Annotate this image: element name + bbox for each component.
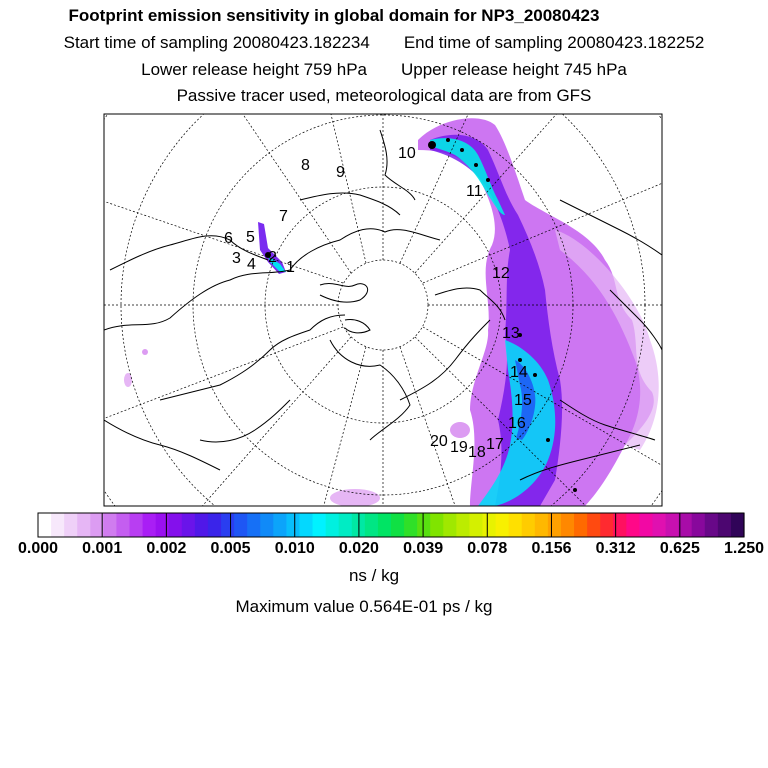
- colorbar-tick-label: 0.002: [146, 540, 187, 557]
- colorbar-cell: [666, 513, 680, 537]
- trajectory-label: 4: [247, 256, 256, 273]
- colorbar-cell: [64, 513, 78, 537]
- colorbar-tick-label: 0.001: [82, 540, 123, 557]
- tracer-note: Passive tracer used, meteorological data are from GFS: [176, 86, 592, 105]
- colorbar-cell: [430, 513, 444, 537]
- patch-a: [124, 373, 132, 387]
- colorbar-cell: [378, 513, 392, 537]
- colorbar-cell: [286, 513, 300, 537]
- colorbar-cell: [731, 513, 745, 537]
- colorbar-cell: [326, 513, 340, 537]
- colorbar-cell: [692, 513, 706, 537]
- trajectory-label: 13: [502, 325, 520, 342]
- colorbar-tick-label: 0.020: [338, 540, 379, 557]
- colorbar-cell: [587, 513, 601, 537]
- colorbar-cell: [509, 513, 523, 537]
- colorbar-cell: [130, 513, 144, 537]
- trajectory-label: 19: [450, 439, 468, 456]
- colorbar-cell: [169, 513, 183, 537]
- colorbar-cell: [483, 513, 497, 537]
- colorbar-cell: [365, 513, 379, 537]
- colorbar-cell: [143, 513, 157, 537]
- chart-title: Footprint emission sensitivity in global domain for NP3_20080423: [68, 6, 600, 25]
- colorbar-cell: [195, 513, 209, 537]
- colorbar-tick-label: 0.312: [595, 540, 636, 557]
- trajectory-label: 8: [301, 157, 310, 174]
- colorbar-tick-label: 0.156: [531, 540, 572, 557]
- trajectory-label: 16: [508, 415, 526, 432]
- colorbar-cell: [561, 513, 575, 537]
- trajectory-label: 11: [466, 183, 483, 200]
- colorbar-cell: [221, 513, 235, 537]
- trajectory-label: 18: [468, 444, 486, 461]
- colorbar-cell: [639, 513, 653, 537]
- colorbar-cell: [443, 513, 457, 537]
- colorbar-cell: [299, 513, 313, 537]
- colorbar-cell: [273, 513, 287, 537]
- colorbar-cell: [51, 513, 65, 537]
- trajectory-label: 5: [246, 229, 255, 246]
- trajectory-label: 3: [232, 250, 241, 267]
- colorbar-cell: [417, 513, 431, 537]
- colorbar-cell: [339, 513, 353, 537]
- colorbar-tick-label: 0.000: [18, 540, 59, 557]
- colorbar-cell: [404, 513, 418, 537]
- trajectory-label: 2: [268, 249, 277, 266]
- colorbar-cell: [535, 513, 549, 537]
- start-time-label: Start time of sampling 20080423.182234: [63, 33, 370, 52]
- colorbar-cell: [679, 513, 693, 537]
- trajectory-label: 1: [286, 259, 295, 276]
- colorbar: [0, 508, 768, 542]
- trajectory-label: 9: [336, 164, 345, 181]
- colorbar-cell: [600, 513, 614, 537]
- colorbar-cell: [116, 513, 130, 537]
- trajectory-label: 6: [224, 230, 233, 247]
- colorbar-cell: [208, 513, 222, 537]
- colorbar-cell: [77, 513, 91, 537]
- patch-d: [142, 349, 148, 355]
- lower-height-label: Lower release height 759 hPa: [141, 60, 367, 79]
- colorbar-cell: [182, 513, 196, 537]
- colorbar-cell: [313, 513, 327, 537]
- colorbar-cell: [247, 513, 261, 537]
- colorbar-cell: [548, 513, 562, 537]
- trajectory-label: 20: [430, 433, 448, 450]
- colorbar-tick-label: 0.039: [403, 540, 444, 557]
- colorbar-tick-label: 0.010: [274, 540, 315, 557]
- colorbar-cell: [522, 513, 536, 537]
- colorbar-cell: [652, 513, 666, 537]
- colorbar-cell: [705, 513, 719, 537]
- trajectory-label: 10: [398, 145, 416, 162]
- patch-b: [330, 489, 380, 507]
- colorbar-cell: [391, 513, 405, 537]
- colorbar-cell: [156, 513, 170, 537]
- patch-c: [450, 422, 470, 438]
- trajectory-label: 17: [486, 436, 504, 453]
- colorbar-cell: [260, 513, 274, 537]
- colorbar-tick-label: 0.625: [659, 540, 700, 557]
- colorbar-cell: [496, 513, 510, 537]
- trajectory-label: 12: [492, 265, 510, 282]
- maximum-value: Maximum value 0.564E-01 ps / kg: [235, 597, 493, 616]
- colorbar-cell: [38, 513, 52, 537]
- upper-height-label: Upper release height 745 hPa: [401, 60, 627, 79]
- colorbar-cell: [103, 513, 117, 537]
- trajectory-label: 14: [510, 364, 528, 381]
- colorbar-cell: [234, 513, 248, 537]
- colorbar-unit: ns / kg: [348, 566, 400, 585]
- colorbar-cell: [574, 513, 588, 537]
- colorbar-cell: [456, 513, 470, 537]
- colorbar-tick-label: 0.078: [467, 540, 508, 557]
- colorbar-cell: [718, 513, 732, 537]
- trajectory-label: 15: [514, 392, 532, 409]
- colorbar-tick-label: 1.250: [724, 540, 765, 557]
- end-time-label: End time of sampling 20080423.182252: [403, 33, 705, 52]
- colorbar-cell: [626, 513, 640, 537]
- colorbar-cells: [38, 513, 745, 537]
- trajectory-label: 7: [279, 208, 288, 225]
- colorbar-tick-label: 0.005: [210, 540, 251, 557]
- colorbar-cell: [469, 513, 483, 537]
